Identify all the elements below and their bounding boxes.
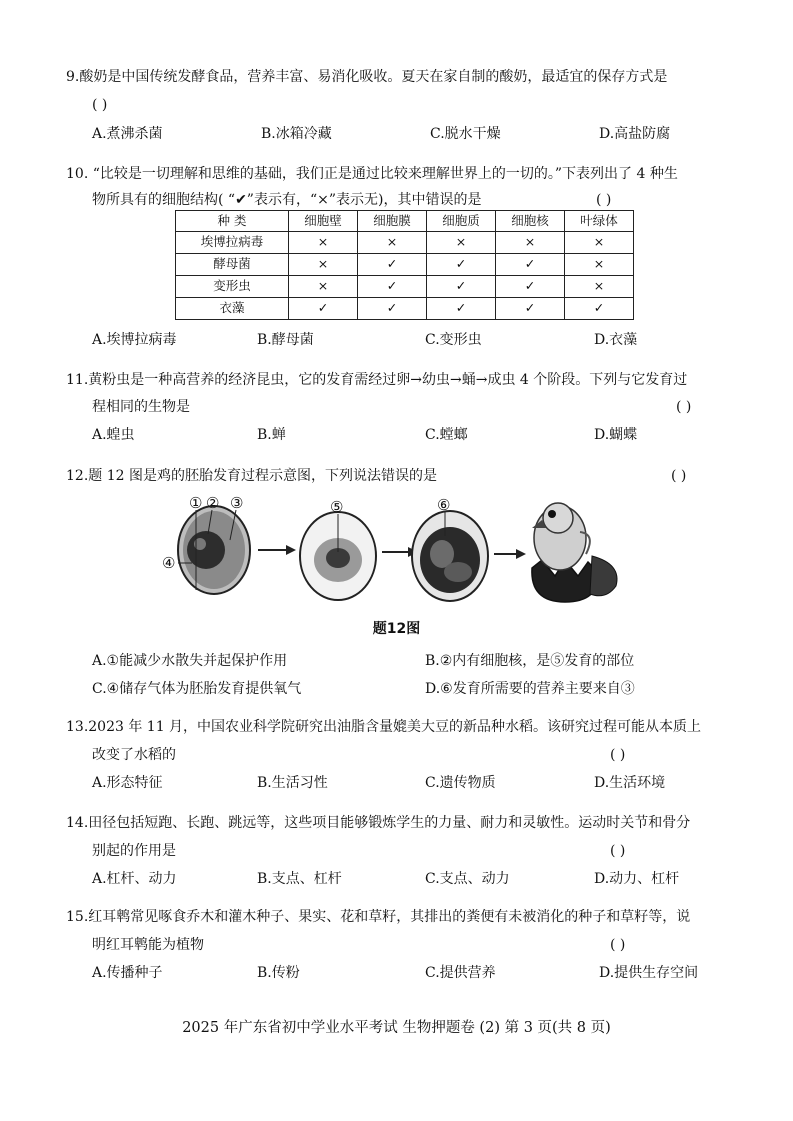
q12-answer-paren: ( ): [671, 468, 687, 484]
table-cell: ×: [565, 276, 634, 298]
table-row: [176, 232, 634, 254]
q12-option-d: D.⑥发育所需要的营养主要来自③: [425, 681, 635, 697]
table-cell: ×: [358, 232, 427, 254]
arrow-3: [494, 549, 526, 559]
table-row: [176, 298, 634, 320]
q13-option-b: B.生活习性: [257, 775, 328, 791]
q15-stem-line1: 15.红耳鹎常见啄食乔木和灌木种子、果实、花和草籽，其排出的粪便有未被消化的种子和草籽等，说: [66, 909, 691, 925]
table-header-cell: 叶绿体: [565, 211, 634, 232]
q15-option-a: A.传播种子: [92, 965, 163, 981]
hatching-chick: [532, 503, 617, 602]
label-3: ③: [230, 494, 244, 512]
table-header-row: [176, 211, 634, 232]
q9-stem: 9.酸奶是中国传统发酵食品，营养丰富、易消化吸收。夏天在家自制的酸奶，最适宜的保存方式是: [66, 69, 668, 85]
table-cell: ✓: [358, 254, 427, 276]
q9-option-d: D.高盐防腐: [599, 126, 671, 142]
table-header-cell: 细胞膜: [358, 211, 427, 232]
page-footer: 2025 年广东省初中学业水平考试 生物押题卷 (2) 第 3 页(共 8 页): [182, 1020, 611, 1036]
table-cell: 变形虫: [176, 276, 289, 298]
q15-answer-paren: ( ): [610, 937, 626, 953]
table-row: [176, 276, 634, 298]
q12-option-b: B.②内有细胞核，是⑤发育的部位: [425, 653, 635, 669]
table-cell: 埃博拉病毒: [176, 232, 289, 254]
table-cell: ✓: [496, 276, 565, 298]
q13-answer-paren: ( ): [610, 747, 626, 763]
table-cell: ✓: [427, 298, 496, 320]
q15-option-d: D.提供生存空间: [599, 965, 699, 981]
q9-option-c: C.脱水干燥: [430, 126, 501, 142]
table-cell: ×: [565, 254, 634, 276]
q12-option-a: A.①能减少水散失并起保护作用: [92, 653, 288, 669]
table-cell: ✓: [496, 254, 565, 276]
q9-answer-paren: ( ): [92, 97, 108, 113]
q15-option-b: B.传粉: [257, 965, 300, 981]
q13-stem-line2: 改变了水稻的: [92, 747, 176, 763]
q11-stem-line1: 11.黄粉虫是一种高营养的经济昆虫，它的发育需经过卵→幼虫→蛹→成虫 4 个阶段。下列与它发育过: [66, 372, 688, 388]
table-cell: ✓: [496, 298, 565, 320]
q12-option-c: C.④储存气体为胚胎发育提供氧气: [92, 681, 302, 697]
table-cell: ×: [289, 254, 358, 276]
q14-option-c: C.支点、动力: [425, 871, 510, 887]
egg-stage-3: [412, 511, 488, 601]
table-header-cell: 细胞核: [496, 211, 565, 232]
q14-option-b: B.支点、杠杆: [257, 871, 342, 887]
q14-option-d: D.动力、杠杆: [594, 871, 680, 887]
q15-stem-line2: 明红耳鹎能为植物: [92, 937, 204, 953]
table-cell: ✓: [358, 298, 427, 320]
q13-stem-line1: 13.2023 年 11 月，中国农业科学院研究出油脂含量媲美大豆的新品种水稻。该研究过程可能从本质上: [66, 719, 702, 735]
egg-stage-1: [178, 506, 250, 594]
q10-option-a: A.埃博拉病毒: [92, 332, 177, 348]
label-5: ⑤: [330, 498, 344, 516]
q13-option-d: D.生活环境: [594, 775, 666, 791]
table-cell: 衣藻: [176, 298, 289, 320]
q15-option-c: C.提供营养: [425, 965, 496, 981]
table-row: [176, 254, 634, 276]
table-header-cell: 细胞壁: [289, 211, 358, 232]
table-header-cell: 细胞质: [427, 211, 496, 232]
table-cell: ✓: [565, 298, 634, 320]
table-cell: ×: [289, 276, 358, 298]
chick-embryo-figure: [160, 490, 640, 608]
q11-stem-line2: 程相同的生物是: [92, 399, 190, 415]
q11-option-a: A.蝗虫: [92, 427, 135, 443]
figure-caption: 题12图: [372, 621, 421, 637]
table-cell: ×: [496, 232, 565, 254]
q14-answer-paren: ( ): [610, 843, 626, 859]
q12-stem: 12.题 12 图是鸡的胚胎发育过程示意图，下列说法错误的是: [66, 468, 437, 484]
q11-option-d: D.蝴蝶: [594, 427, 638, 443]
cell-structure-table: [175, 210, 634, 320]
q14-option-a: A.杠杆、动力: [92, 871, 177, 887]
table-cell: ✓: [427, 276, 496, 298]
table-cell: ×: [289, 232, 358, 254]
table-header-cell: 种 类: [176, 211, 289, 232]
table-cell: ×: [565, 232, 634, 254]
q14-stem-line1: 14.田径包括短跑、长跑、跳远等，这些项目能够锻炼学生的力量、耐力和灵敏性。运动时关节和骨分: [66, 815, 691, 831]
arrow-1: [258, 545, 296, 555]
q10-option-c: C.变形虫: [425, 332, 482, 348]
q11-answer-paren: ( ): [676, 399, 692, 415]
q10-option-b: B.酵母菌: [257, 332, 314, 348]
label-1: ①: [189, 494, 203, 512]
q10-stem-line1: 10. “比较是一切理解和思维的基础，我们正是通过比较来理解世界上的一切的。”下表列出了 4 种生: [66, 166, 678, 182]
q10-answer-paren: ( ): [596, 192, 612, 208]
q10-stem-line2: 物所具有的细胞结构( “✔”表示有，“×”表示无)，其中错误的是: [92, 192, 482, 208]
label-4: ④: [162, 554, 176, 572]
table-cell: 酵母菌: [176, 254, 289, 276]
table-cell: ✓: [358, 276, 427, 298]
table-cell: ✓: [427, 254, 496, 276]
q14-stem-line2: 别起的作用是: [92, 843, 176, 859]
q11-option-b: B.蝉: [257, 427, 286, 443]
embryo-development-diagram: [160, 490, 640, 608]
egg-stage-2: [300, 512, 376, 600]
q13-option-c: C.遗传物质: [425, 775, 496, 791]
table-cell: ×: [427, 232, 496, 254]
q13-option-a: A.形态特征: [92, 775, 163, 791]
label-2: ②: [206, 494, 220, 512]
q9-option-b: B.冰箱冷藏: [261, 126, 332, 142]
q9-option-a: A.煮沸杀菌: [92, 126, 163, 142]
table-cell: ✓: [289, 298, 358, 320]
q10-option-d: D.衣藻: [594, 332, 638, 348]
label-6: ⑥: [437, 496, 451, 514]
q11-option-c: C.螳螂: [425, 427, 468, 443]
